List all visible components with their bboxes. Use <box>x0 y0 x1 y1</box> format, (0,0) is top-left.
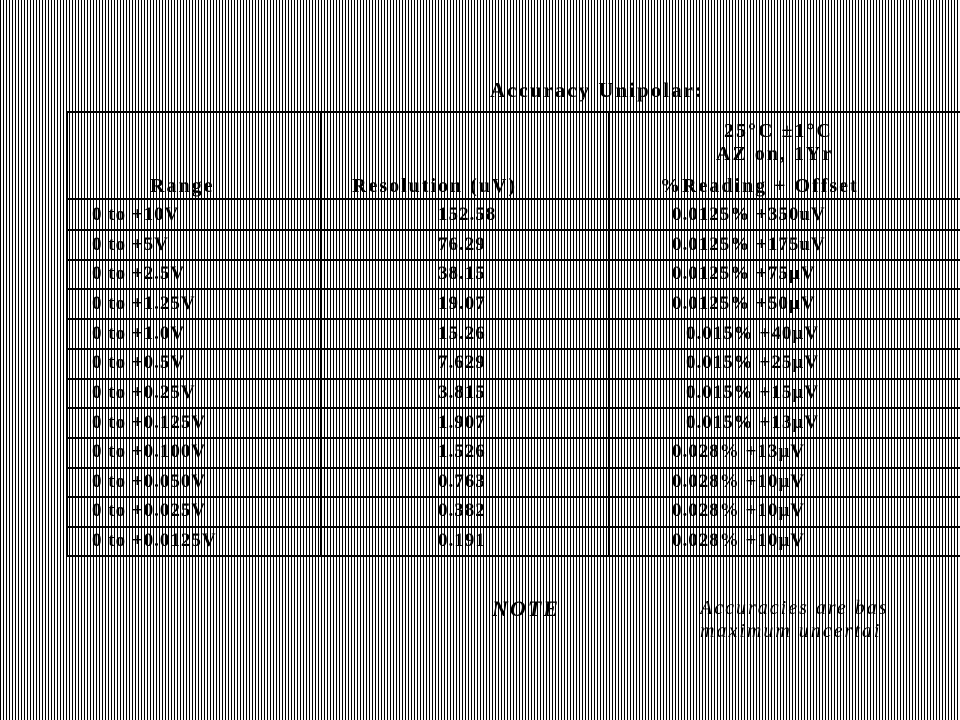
accuracy-cell: 0.028% +10µV <box>672 471 805 492</box>
range-cell: 0 to +10V <box>92 204 180 225</box>
range-cell: 0 to +0.0125V <box>92 530 217 551</box>
row-divider <box>66 348 960 350</box>
column-divider <box>320 111 322 557</box>
resolution-cell: 0.382 <box>438 500 486 521</box>
resolution-cell: 7.629 <box>438 352 486 373</box>
row-divider <box>66 229 960 231</box>
table-top-border <box>66 111 960 113</box>
accuracy-cell: 0.0125% +50µV <box>672 293 816 314</box>
range-cell: 0 to +1.25V <box>92 293 196 314</box>
column-divider <box>608 111 610 557</box>
accuracy-cell: 0.028% +10µV <box>672 530 805 551</box>
range-cell: 0 to +0.25V <box>92 382 196 403</box>
accuracy-cell: 0.015% +40µV <box>686 323 819 344</box>
table-bottom-border <box>66 555 960 557</box>
condition-mode: AZ on, 1Yr <box>716 143 834 165</box>
row-divider <box>66 437 960 439</box>
accuracy-cell: 0.028% +13µV <box>672 441 805 462</box>
row-divider <box>66 288 960 290</box>
header-divider <box>66 198 960 200</box>
resolution-cell: 15.26 <box>438 323 486 344</box>
resolution-cell: 38.15 <box>438 263 486 284</box>
range-cell: 0 to +5V <box>92 234 169 255</box>
page-title: Accuracy Unipolar: <box>490 78 704 102</box>
note-label: NOTE <box>492 596 560 621</box>
resolution-cell: 19.07 <box>438 293 486 314</box>
resolution-cell: 1.526 <box>438 441 486 462</box>
row-divider <box>66 496 960 498</box>
row-divider <box>66 259 960 261</box>
range-cell: 0 to +0.100V <box>92 441 207 462</box>
resolution-cell: 0.763 <box>438 471 486 492</box>
condition-temperature: 25°C ±1°C <box>724 120 833 142</box>
range-cell: 0 to +0.025V <box>92 500 207 521</box>
row-divider <box>66 378 960 380</box>
range-cell: 0 to +0.5V <box>92 352 186 373</box>
accuracy-cell: 0.028% +10µV <box>672 500 805 521</box>
row-divider <box>66 318 960 320</box>
table-left-border <box>66 111 68 557</box>
accuracy-cell: 0.015% +13µV <box>686 412 819 433</box>
resolution-cell: 0.191 <box>438 530 486 551</box>
resolution-cell: 1.907 <box>438 412 486 433</box>
range-cell: 0 to +0.050V <box>92 471 207 492</box>
resolution-cell: 76.29 <box>438 234 486 255</box>
header-range: Range <box>150 175 215 197</box>
note-text-line1: Accuracies are bas <box>700 597 889 619</box>
accuracy-cell: 0.0125% +75µV <box>672 263 816 284</box>
header-resolution: Resolution (uV) <box>352 175 518 197</box>
row-divider <box>66 467 960 469</box>
resolution-cell: 152.58 <box>438 204 497 225</box>
range-cell: 0 to +2.5V <box>92 263 186 284</box>
header-accuracy: %Reading + Offset <box>660 175 859 197</box>
row-divider <box>66 407 960 409</box>
resolution-cell: 3.815 <box>438 382 486 403</box>
range-cell: 0 to +1.0V <box>92 323 186 344</box>
note-text-line2: maximum uncertai <box>700 620 882 642</box>
accuracy-cell: 0.0125% +175uV <box>672 234 826 255</box>
accuracy-cell: 0.0125% +350uV <box>672 204 826 225</box>
accuracy-cell: 0.015% +15µV <box>686 382 819 403</box>
accuracy-cell: 0.015% +25µV <box>686 352 819 373</box>
range-cell: 0 to +0.125V <box>92 412 207 433</box>
row-divider <box>66 526 960 528</box>
